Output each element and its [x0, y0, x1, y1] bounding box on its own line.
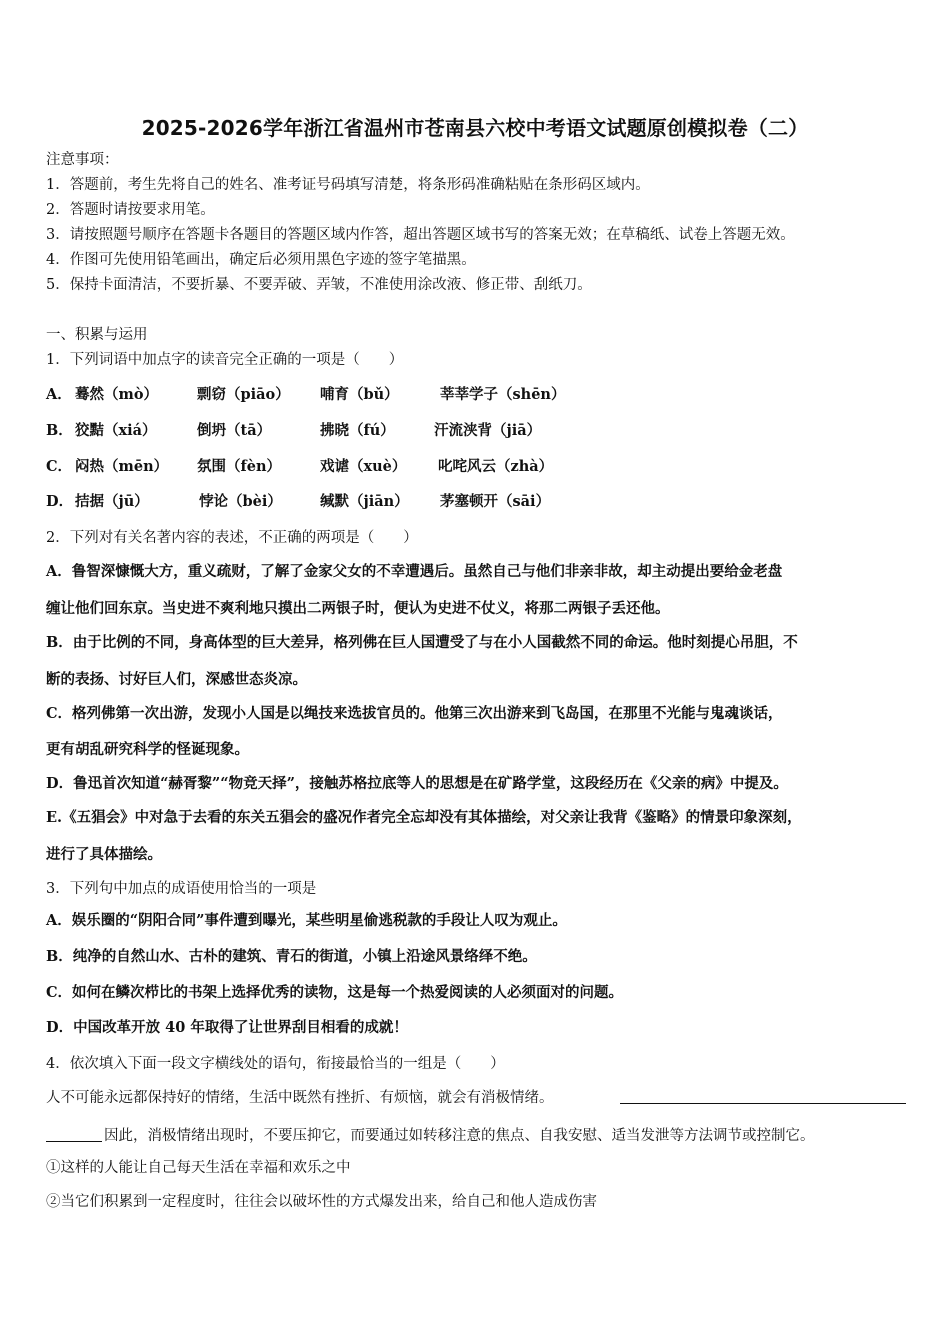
q2-option-line: 缠让他们回东京。当史进不爽利地只摸出二两银子时，便认为史进不仗义，将那二两银子丢还他。 [46, 600, 670, 617]
fill-blank-line [46, 1141, 102, 1142]
q2-option-line: 进行了具体描绘。 [46, 846, 162, 863]
notice-item-4: 4．作图可先使用铅笔画出，确定后必须用黑色字迹的签字笔描黑。 [46, 252, 476, 268]
question-3-text: 下列句中加点的成语使用恰当的一项是 [69, 881, 317, 897]
q1-option-d-cell-2: 悖论（bèi） [199, 493, 282, 510]
q1-option-a-cell-4: 莘莘学子（shēn） [440, 386, 566, 403]
q4-passage-part-2: 因此，消极情绪出现时，不要压抑它，而要通过如转移注意的焦点、自我安慰、适当发泄等方法调节或控制它。 [104, 1128, 815, 1144]
q4-item-1: ①这样的人能让自己每天生活在幸福和欢乐之中 [46, 1160, 351, 1176]
question-2-number: 2． [46, 530, 70, 546]
question-4-text: 依次填入下面一段文字横线处的语句，衔接最恰当的一组是（ ） [69, 1056, 505, 1072]
notice-item-3: 3．请按照题号顺序在答题卡各题目的答题区域内作答，超出答题区域书写的答案无效；在草稿纸、试卷上答题无效。 [46, 227, 795, 243]
q1-option-c-cell-1: 闷热（mēn） [75, 458, 169, 475]
q1-option-a-cell-2: 剽窃（piāo） [197, 386, 290, 403]
q1-option-d-label: D． [46, 493, 74, 510]
q1-option-b-cell-4: 汗流浃背（jiā） [434, 422, 542, 439]
q1-option-b-cell-3: 拂晓（fú） [320, 422, 395, 439]
q3-option-b: B．纯净的自然山水、古朴的建筑、青石的街道，小镇上沿途风景络绎不绝。 [46, 948, 537, 965]
q2-option-line: B．由于比例的不同，身高体型的巨大差异，格列佛在巨人国遭受了与在小人国截然不同的命运。他时刻提心吊胆，不 [46, 634, 798, 651]
q3-option-c: C．如何在鳞次栉比的书架上选择优秀的读物，这是每一个热爱阅读的人必须面对的问题。 [46, 984, 624, 1001]
notice-item-1: 1．答题前，考生先将自己的姓名、准考证号码填写清楚，将条形码准确粘贴在条形码区域内。 [46, 177, 650, 193]
q1-option-d-cell-4: 茅塞顿开（sāi） [440, 493, 551, 510]
q2-option-line: C．格列佛第一次出游，发现小人国是以绳技来选拔官员的。他第三次出游来到飞岛国，在那里不光能与鬼魂谈话， [46, 705, 783, 722]
section-heading: 一、积累与运用 [46, 327, 148, 343]
question-1-stem [46, 351, 403, 369]
q1-option-b-cell-2: 倒坍（tā） [197, 422, 272, 439]
q1-option-b-cell-1: 狡黠（xiá） [75, 422, 157, 439]
question-2-text: 下列对有关名著内容的表述，不正确的两项是（ ） [69, 530, 418, 546]
q3-option-d: D．中国改革开放 40 年取得了让世界刮目相看的成就！ [46, 1019, 408, 1036]
question-1-number: 1． [46, 352, 70, 368]
q2-option-line: 更有胡乱研究科学的怪诞现象。 [46, 741, 249, 758]
fill-blank-line [620, 1103, 906, 1104]
q1-option-a-cell-3: 哺育（bǔ） [320, 386, 399, 403]
question-3-stem [46, 880, 316, 898]
q1-option-a-cell-1: 蓦然（mò） [75, 386, 159, 403]
question-4-number: 4． [46, 1056, 70, 1072]
q2-option-line: D．鲁迅首次知道“赫胥黎”“物竞天择”，接触苏格拉底等人的思想是在矿路学堂，这段经历在《父亲的病》中提及。 [46, 775, 788, 792]
q3-option-a: A．娱乐圈的“阴阳合同”事件遭到曝光，某些明星偷逃税款的手段让人叹为观止。 [46, 912, 567, 929]
q4-passage-part-1: 人不可能永远都保持好的情绪，生活中既然有挫折、有烦恼，就会有消极情绪。 [46, 1090, 554, 1106]
q2-option-line: E.《五猖会》中对急于去看的东关五猖会的盛况作者完全忘却没有其体描绘，对父亲让我背《鉴略》的情景印象深刻， [46, 809, 802, 826]
notice-item-2: 2．答题时请按要求用笔。 [46, 202, 215, 218]
q1-option-c-cell-3: 戏谑（xuè） [320, 458, 407, 475]
notice-heading: 注意事项： [46, 152, 119, 168]
notice-item-5: 5．保持卡面清洁，不要折暴、不要弄破、弄皱，不准使用涂改液、修正带、刮纸刀。 [46, 277, 592, 293]
q4-item-2: ②当它们积累到一定程度时，往往会以破坏性的方式爆发出来，给自己和他人造成伤害 [46, 1194, 597, 1210]
q1-option-b-label: B． [46, 422, 73, 439]
q1-option-a-label: A． [46, 386, 72, 403]
q2-option-line: 断的表扬、讨好巨人们，深感世态炎凉。 [46, 671, 307, 688]
q2-option-line: A．鲁智深慷慨大方，重义疏财，了解了金家父女的不幸遭遇后。虽然自己与他们非亲非故，却主动提出要给金老盘 [46, 563, 783, 580]
exam-title: 2025-2026学年浙江省温州市苍南县六校中考语文试题原创模拟卷（二） [141, 116, 809, 140]
q1-option-c-cell-4: 叱咤风云（zhà） [438, 458, 554, 475]
q1-option-c-label: C． [46, 458, 73, 475]
question-4-stem [46, 1055, 505, 1073]
question-3-number: 3． [46, 881, 70, 897]
q1-option-c-cell-2: 氛围（fèn） [197, 458, 282, 475]
question-1-text: 下列词语中加点字的读音完全正确的一项是（ ） [69, 352, 404, 368]
question-2-stem [46, 529, 418, 547]
q1-option-d-cell-3: 缄默（jiān） [320, 493, 409, 510]
q1-option-d-cell-1: 拮据（jū） [75, 493, 149, 510]
